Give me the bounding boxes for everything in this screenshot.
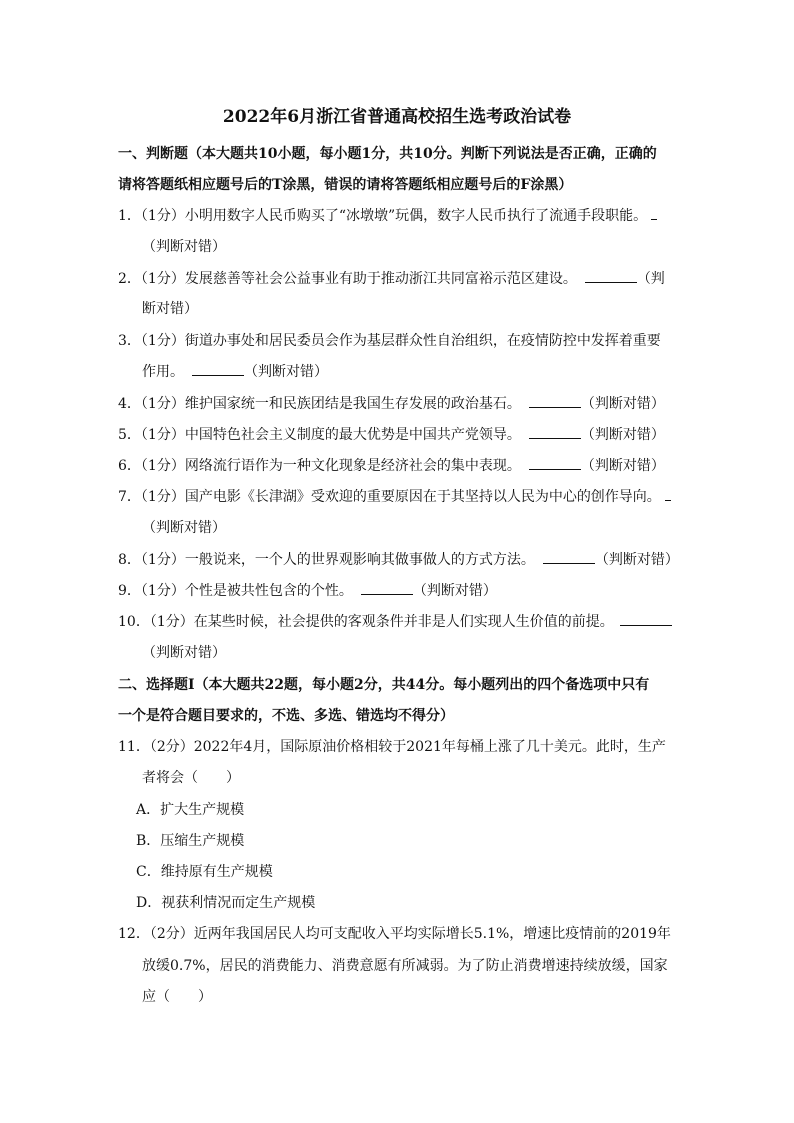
answer-blank[interactable] (529, 424, 581, 439)
question-7-suffix: （判断对错） (142, 520, 226, 536)
question-11-option-d[interactable]: D．视获利情况而定生产规模 (136, 895, 316, 911)
judge-label: （判 (636, 271, 665, 287)
answer-blank[interactable] (361, 580, 413, 595)
judge-label: （判断对错） (580, 427, 665, 443)
question-text: 4．（1分）维护国家统一和民族团结是我国生存发展的政治基石。 (118, 396, 521, 412)
question-12-line3: 应（ ） (142, 989, 212, 1005)
question-5 (118, 424, 678, 446)
question-11-option-b[interactable]: B．压缩生产规模 (136, 833, 245, 849)
question-text: 2．（1分）发展慈善等社会公益事业有助于推动浙江共同富裕示范区建设。 (118, 271, 577, 287)
answer-blank[interactable] (543, 549, 595, 564)
section2-heading-line1: 二、选择题Ⅰ（本大题共22题，每小题2分，共44分。每小题列出的四个备选项中只有 (118, 677, 650, 693)
question-12-line1: 12．（2分）近两年我国居民人均可支配收入平均实际增长5.1%，增速比疫情前的2019年 (118, 926, 671, 942)
question-2-suffix: 断对错） (142, 301, 198, 317)
answer-blank[interactable] (585, 268, 637, 283)
answer-blank[interactable] (192, 361, 244, 376)
question-1-suffix: （判断对错） (142, 239, 226, 255)
question-11-line1: 11．（2分）2022年4月，国际原油价格相较于2021年每桶上涨了几十美元。此时，生产 (118, 739, 666, 755)
question-text: 6．（1分）网络流行语作为一种文化现象是经济社会的集中表现。 (118, 458, 521, 474)
question-11-line2: 者将会（ ） (142, 770, 240, 786)
question-text: 9．（1分）个性是被共性包含的个性。 (118, 583, 353, 599)
answer-blank[interactable] (529, 455, 581, 470)
question-4 (118, 393, 678, 415)
question-text: 5．（1分）中国特色社会主义制度的最大优势是中国共产党领导。 (118, 427, 521, 443)
question-6 (118, 455, 678, 477)
answer-blank[interactable] (620, 611, 672, 626)
answer-blank[interactable] (529, 393, 581, 408)
question-1 (118, 205, 678, 227)
question-12-line2: 放缓0.7%，居民的消费能力、消费意愿有所减弱。为了防止消费增速持续放缓，国家 (142, 958, 668, 974)
judge-label: （判断对错） (580, 458, 665, 474)
question-text: 1．（1分）小明用数字人民币购买了“冰墩墩”玩偶，数字人民币执行了流通手段职能。 (118, 208, 648, 224)
judge-label: （判断对错） (412, 583, 497, 599)
question-2 (118, 268, 678, 290)
question-text: 10．（1分）在某些时候，社会提供的客观条件并非是人们实现人生价值的前提。 (118, 614, 614, 630)
question-11-option-c[interactable]: C．维持原有生产规模 (136, 864, 273, 880)
question-text: 8．（1分）一般说来，一个人的世界观影响其做事做人的方式方法。 (118, 552, 535, 568)
question-text: 作用。 (142, 364, 184, 380)
exam-title: 2022年6月浙江省普通高校招生选考政治试卷 (222, 107, 572, 127)
question-3-line2 (142, 361, 702, 383)
judge-label: （判断对错） (580, 396, 665, 412)
section2-heading-line2: 一个是符合题目要求的，不选、多选、错选均不得分） (118, 708, 454, 724)
section1-heading-line1: 一、判断题（本大题共10小题，每小题1分，共10分。判断下列说法是否正确，正确的 (118, 146, 657, 162)
question-3-line1: 3．（1分）街道办事处和居民委员会作为基层群众性自治组织，在疫情防控中发挥着重要 (118, 333, 661, 349)
answer-blank[interactable] (665, 486, 671, 501)
question-9 (118, 580, 678, 602)
question-10 (118, 611, 678, 633)
question-11-option-a[interactable]: A．扩大生产规模 (136, 802, 245, 818)
question-10-suffix: （判断对错） (142, 645, 226, 661)
section1-heading-line2: 请将答题纸相应题号后的T涂黑，错误的请将答题纸相应题号后的F涂黑） (118, 177, 573, 193)
question-8 (118, 549, 678, 571)
question-7 (118, 486, 678, 508)
question-text: 7．（1分）国产电影《长津湖》受欢迎的重要原因在于其坚持以人民为中心的创作导向。 (118, 489, 661, 505)
answer-blank[interactable] (651, 205, 657, 220)
judge-label: （判断对错） (594, 552, 679, 568)
judge-label: （判断对错） (244, 364, 328, 380)
